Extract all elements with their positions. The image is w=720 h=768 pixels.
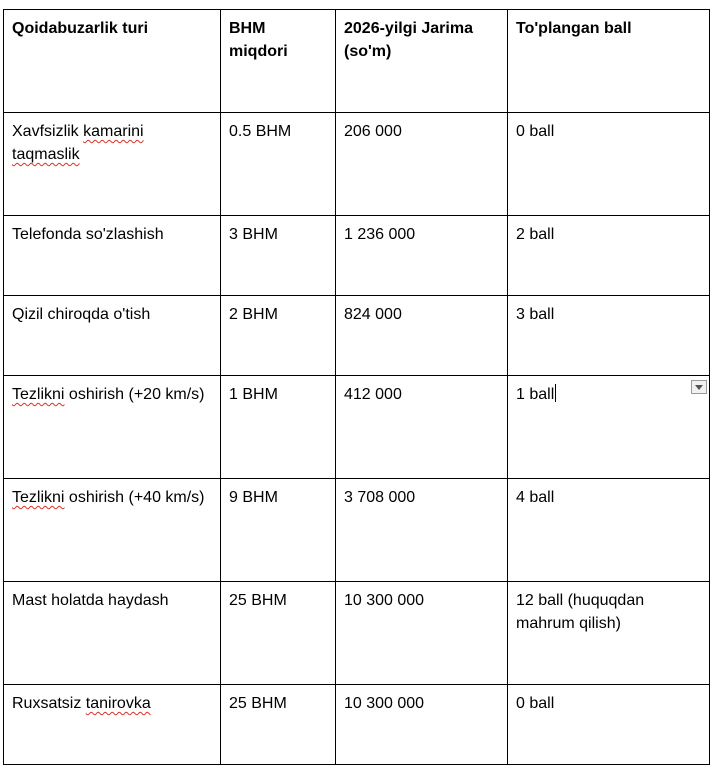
fine-cell[interactable]: 1 236 000 <box>336 216 508 296</box>
bhm-cell[interactable]: 1 BHM <box>221 376 336 479</box>
points-cell[interactable]: 2 ball <box>508 216 710 296</box>
violation-text: oshirish (+20 km/s) <box>64 386 205 403</box>
violation-text: oshirish (+40 km/s) <box>64 489 205 506</box>
bhm-cell[interactable]: 9 BHM <box>221 479 336 582</box>
table-row <box>4 376 710 479</box>
misspelled-word[interactable]: tanirovka <box>85 695 151 712</box>
fine-cell[interactable]: 3 708 000 <box>336 479 508 582</box>
bhm-cell[interactable]: 2 BHM <box>221 296 336 376</box>
header-cell-violation[interactable]: Qoidabuzarlik turi <box>4 10 221 113</box>
fine-cell[interactable]: 824 000 <box>336 296 508 376</box>
points-cell[interactable]: 0 ball <box>508 685 710 765</box>
header-cell-bhm[interactable]: BHM miqdori <box>221 10 336 113</box>
violation-cell[interactable] <box>4 479 221 582</box>
violation-text: Ruxsatsiz <box>12 695 86 712</box>
table-row <box>4 113 710 216</box>
fine-cell[interactable]: 10 300 000 <box>336 685 508 765</box>
misspelled-word[interactable]: kamarini <box>83 123 144 140</box>
bhm-cell[interactable]: 25 BHM <box>221 582 336 685</box>
table-row <box>4 582 710 685</box>
violation-cell[interactable] <box>4 685 221 765</box>
points-cell[interactable]: 4 ball <box>508 479 710 582</box>
misspelled-word[interactable]: Tezlikni <box>12 386 65 403</box>
violation-cell[interactable] <box>4 376 221 479</box>
cell-dropdown-icon[interactable] <box>691 380 707 394</box>
points-cell-active[interactable] <box>508 376 710 479</box>
table-row <box>4 479 710 582</box>
table-row <box>4 685 710 765</box>
violation-cell[interactable] <box>4 113 221 216</box>
misspelled-word[interactable]: taqmaslik <box>12 146 80 163</box>
violation-cell[interactable]: Telefonda so'zlashish <box>4 216 221 296</box>
bhm-cell[interactable]: 25 BHM <box>221 685 336 765</box>
points-cell[interactable]: 12 ball (huquqdan mahrum qilish) <box>508 582 710 685</box>
header-row <box>4 10 710 113</box>
violation-text: Xavfsizlik <box>12 123 84 140</box>
header-cell-fine[interactable]: 2026-yilgi Jarima (so'm) <box>336 10 508 113</box>
points-text: 1 ball <box>516 386 555 403</box>
misspelled-word[interactable]: Tezlikni <box>12 489 65 506</box>
fine-cell[interactable]: 206 000 <box>336 113 508 216</box>
points-cell[interactable]: 3 ball <box>508 296 710 376</box>
table-row <box>4 216 710 296</box>
bhm-cell[interactable]: 0.5 BHM <box>221 113 336 216</box>
text-cursor <box>555 384 556 402</box>
fines-table <box>3 9 710 765</box>
fine-cell[interactable]: 412 000 <box>336 376 508 479</box>
header-cell-points[interactable]: To'plangan ball <box>508 10 710 113</box>
bhm-cell[interactable]: 3 BHM <box>221 216 336 296</box>
violation-cell[interactable]: Mast holatda haydash <box>4 582 221 685</box>
table-row <box>4 296 710 376</box>
points-cell[interactable]: 0 ball <box>508 113 710 216</box>
fine-cell[interactable]: 10 300 000 <box>336 582 508 685</box>
violation-cell[interactable]: Qizil chiroqda o'tish <box>4 296 221 376</box>
